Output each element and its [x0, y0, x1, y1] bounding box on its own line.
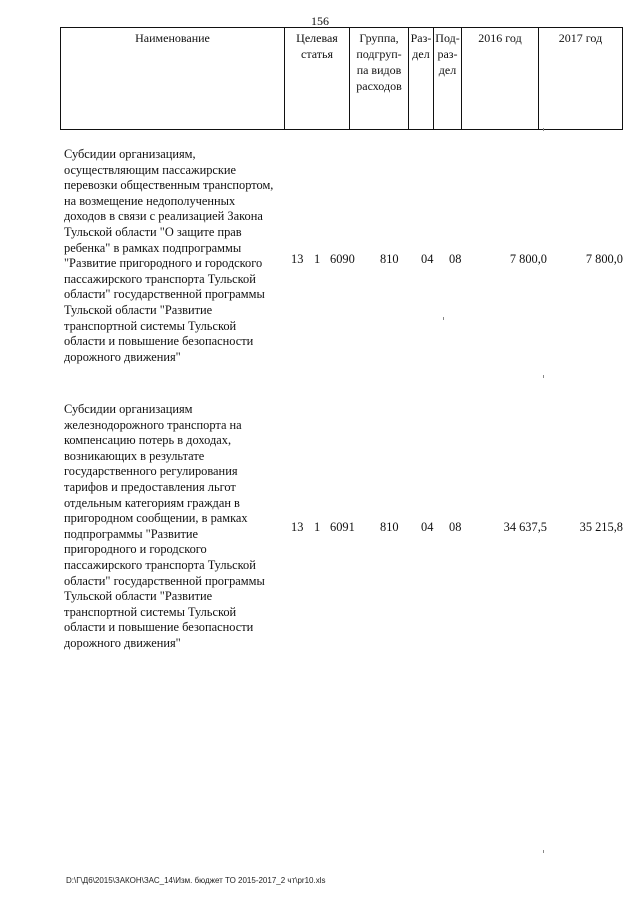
- header-subsection: Под- раз- дел: [434, 28, 462, 130]
- row-2-target-c: 6091: [330, 520, 355, 534]
- footer-file-path: D:\Г\Д6\2015\ЗАКОН\ЗАС_14\Изм. бюджет ТО 2015-2017_2 чт\pr10.xls: [66, 876, 326, 885]
- row-1-2017: 7 800,0: [585, 252, 623, 266]
- header-name: Наименование: [61, 28, 285, 130]
- scan-speck: [543, 128, 544, 131]
- row-2-subsection: 08: [449, 520, 462, 534]
- header-expense-group: Группа, подгруп- па видов расходов: [350, 28, 409, 130]
- scan-speck: [543, 850, 544, 853]
- row-2-2017: 35 215,8: [579, 520, 623, 534]
- scan-speck: [443, 317, 444, 320]
- row-2-section: 04: [421, 520, 434, 534]
- header-2017: 2017 год: [539, 28, 623, 130]
- row-2-2016: 34 637,5: [503, 520, 547, 534]
- row-1-target-a: 13: [291, 252, 304, 266]
- row-1-name: Субсидии организациям, осуществляющим пассажирские перевозки общественным транспортом, на возмещение недополученных доходов в связи с реализацией Закона Тульской области "О защите прав ребенка" в рамках подпрограммы "Развитие пригородного и городского пассажирского транспорта Тульской области" государственной программы Тульской области "Развитие транспортной системы Тульской области и повышение безопасности дорожного движения": [64, 147, 274, 364]
- row-2-target-b: 1: [314, 520, 321, 534]
- row-1-subsection: 08: [449, 252, 462, 266]
- row-2-name: Субсидии организациям железнодорожного транспорта на компенсацию потерь в доходах, возникающих в результате государственного регулирования тарифов и предоставления льгот отдельным категориям граждан в пригородном сообщении, в рамках подпрограммы "Развитие пригородного и городского пассажирского транспорта Тульской области" государственной программы Тульской области "Развитие транспортной системы Тульской области и повышение безопасности дорожного движения": [64, 402, 265, 650]
- row-1-target-b: 1: [314, 252, 321, 266]
- header-target-article: Целевая статья: [285, 28, 350, 130]
- page-number: 156: [311, 14, 329, 28]
- row-2-target-a: 13: [291, 520, 304, 534]
- row-1-group: 810: [380, 252, 399, 266]
- row-1-2016: 7 800,0: [509, 252, 547, 266]
- header-2016: 2016 год: [462, 28, 539, 130]
- row-1-target-c: 6090: [330, 252, 355, 266]
- header-section: Раз- дел: [409, 28, 434, 130]
- row-1-section: 04: [421, 252, 434, 266]
- row-2-group: 810: [380, 520, 399, 534]
- scan-speck: [543, 375, 544, 378]
